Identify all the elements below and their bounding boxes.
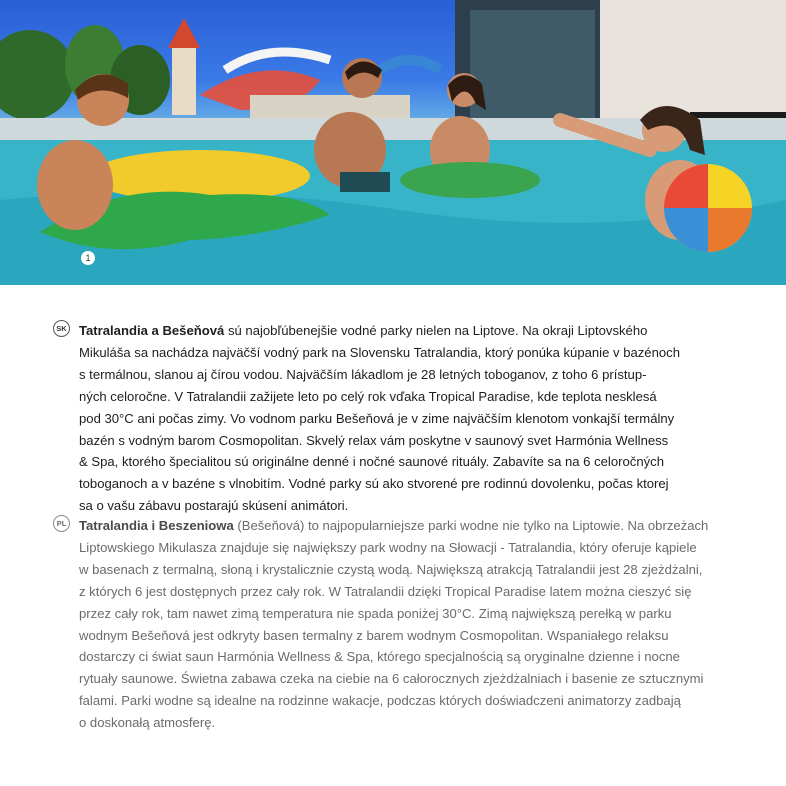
text-line: dostarczy ci świat saun Harmónia Wellness & Spa, którego specjalnością są oryginalne dzienne i nocne bbox=[79, 649, 680, 665]
text-line: toboganoch a v bazéne s vlnobitím. Vodné parky sú ako stvorené pre rodinnú dovolenku, počas ktorej bbox=[79, 476, 669, 492]
polish-text bbox=[53, 515, 717, 734]
text-line: s termálnou, slanou aj čírou vodou. Najväčším lákadlom je 28 letných toboganov, z toho 6 prístup- bbox=[79, 366, 647, 382]
text-line bbox=[79, 320, 717, 342]
pl-language-badge: PL bbox=[53, 515, 70, 532]
text-line: rytuały saunowe. Świetna zabawa czeka na ciebie na 6 całorocznych zjeżdżalniach i basenie ze sztucznymi bbox=[79, 671, 704, 687]
text-segment: sú najobľúbenejšie vodné parky nielen na Liptove. Na okraji Liptovského bbox=[224, 323, 648, 338]
text-segment: (Bešeňová) to najpopularniejsze parki wodne nie tylko na Liptowie. Na obrzeżach bbox=[233, 518, 709, 533]
text-line: ných celoročne. V Tatralandii zažijete leto po celý rok vďaka Tropical Paradise, kde teplota nesklesá bbox=[79, 388, 657, 404]
text-line: & Spa, ktorého špecialitou sú originálne denné i nočné saunové rituály. Zabavíte sa na 6 celoročných bbox=[79, 454, 664, 470]
text-line: Liptowskiego Mikulasza znajduje się największy park wodny na Słowacji - Tatralandia, który oferuje kąpiele bbox=[79, 539, 697, 555]
text-line: wodnym Bešeňová jest odkryty basen termalny z barem wodnym Cosmopolitan. Wspaniałego relaksu bbox=[79, 627, 669, 643]
photo-number-badge: 1 bbox=[81, 251, 95, 265]
water-park-illustration bbox=[0, 0, 786, 285]
sk-language-badge: SK bbox=[53, 320, 70, 337]
text-line: Mikuláša sa nachádza najväčší vodný park na Slovensku Tatralandia, ktorý ponúka kúpanie v bazénoch bbox=[79, 344, 680, 360]
text-line: z których 6 jest dostępnych przez cały rok. W Tatralandii dzięki Tropical Paradise latem można cieszyć się bbox=[79, 583, 692, 599]
text-line: w basenach z termalną, słoną i krystalicznie czystą wodą. Największą atrakcją Tatralandii jest 28 zjeżdżalni, bbox=[79, 561, 703, 577]
slovak-paragraph bbox=[53, 320, 717, 517]
polish-lead: Tatralandia i Beszeniowa bbox=[79, 518, 234, 533]
text-line bbox=[79, 515, 717, 537]
text-line: bazén s vodným barom Cosmopolitan. Skvelý relax vám poskytne v saunový svet Harmónia Wellness bbox=[79, 432, 669, 448]
polish-paragraph bbox=[53, 515, 717, 734]
slovak-text bbox=[53, 320, 717, 517]
text-line: o doskonałą atmosferę. bbox=[79, 715, 216, 731]
text-line: falami. Parki wodne są idealne na rodzinne wakacje, podczas których doświadczeni animatorzy zadbają bbox=[79, 693, 681, 709]
text-line: pod 30°C ani počas zimy. Vo vodnom parku Bešeňová je v zime najväčším klenotom vonkajší termálny bbox=[79, 410, 675, 426]
slovak-lead: Tatralandia a Bešeňová bbox=[79, 323, 225, 338]
text-line: sa o vašu zábavu postarajú skúsení animátori. bbox=[79, 498, 349, 514]
text-line: przez cały rok, tam nawet zimą temperatura nie spada poniżej 30°C. Zimą największą perełką w parku bbox=[79, 605, 672, 621]
water-park-photo bbox=[0, 0, 786, 285]
